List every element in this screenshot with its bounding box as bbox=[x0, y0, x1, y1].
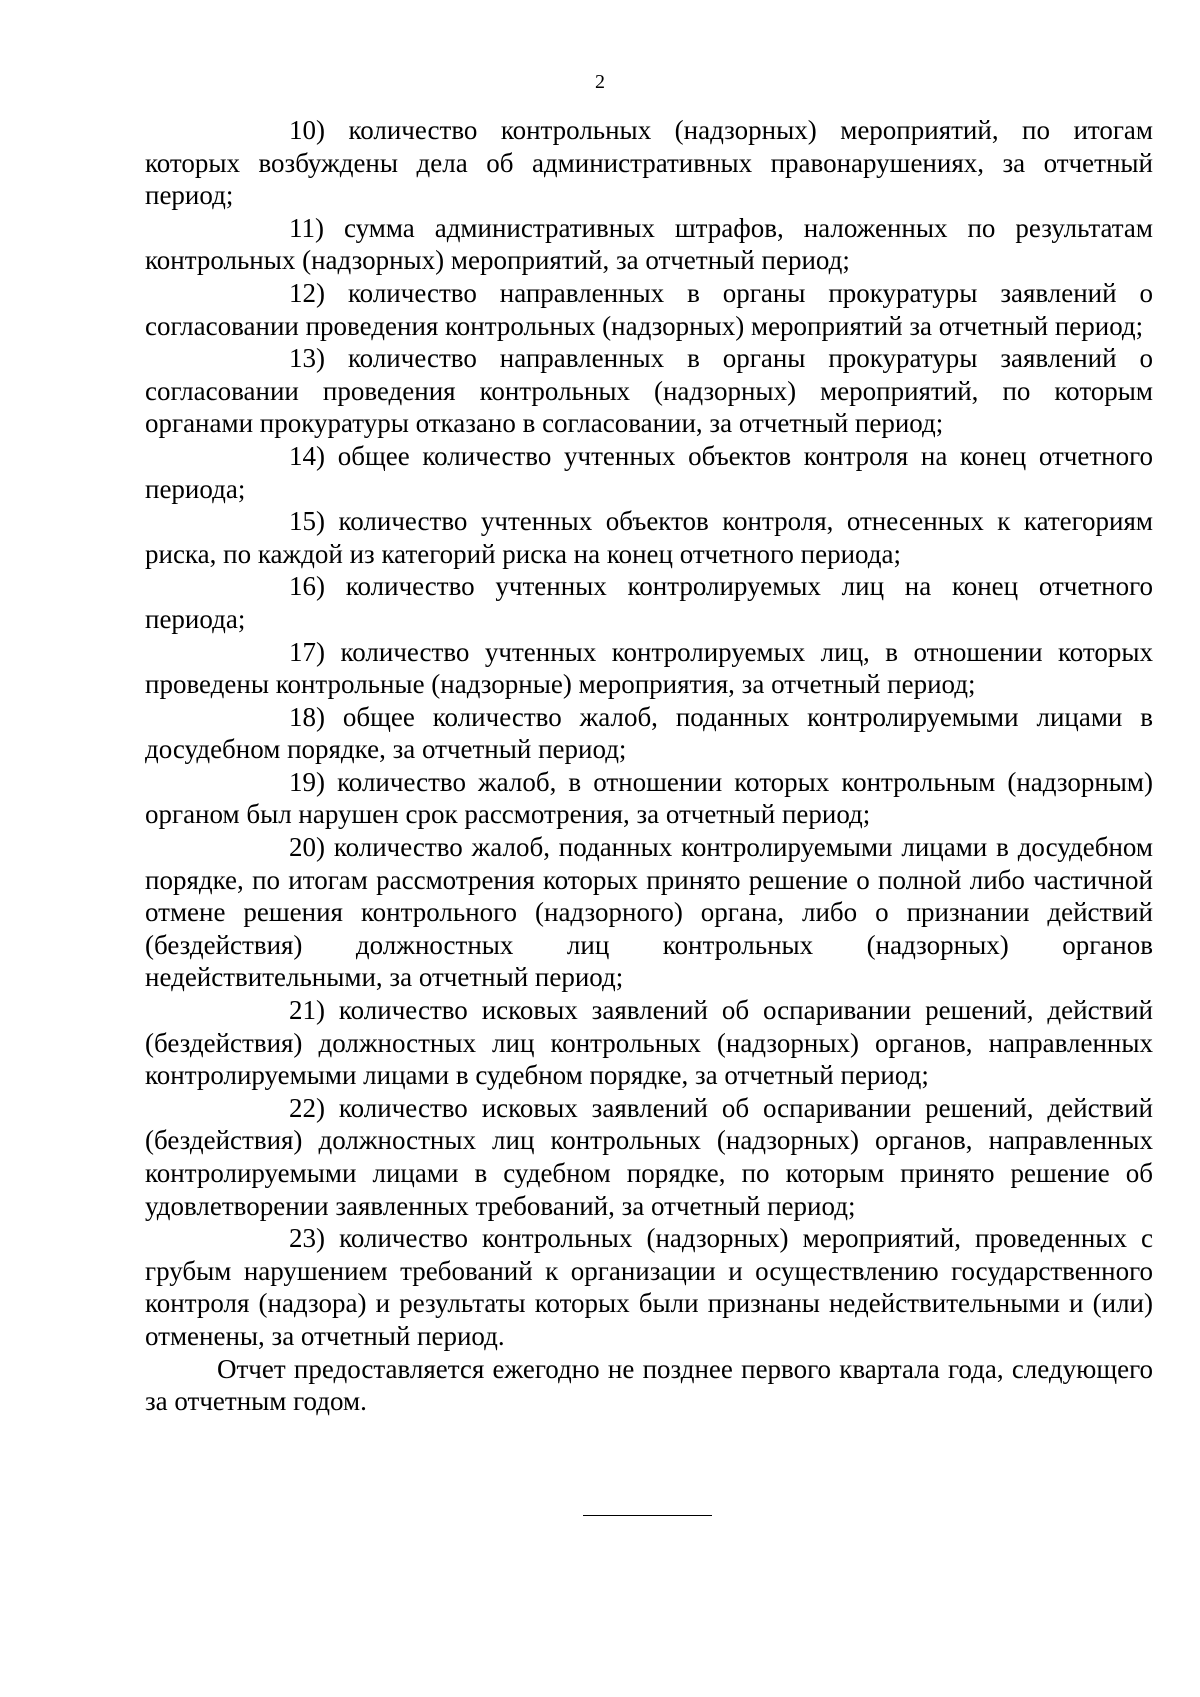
item-text: количество учтенных контролируемых лиц, в отношении которых проведены контрольные (надзорные) мероприятия, за отчетный период; bbox=[145, 636, 1153, 700]
list-item bbox=[145, 994, 1153, 1092]
item-text: количество направленных в органы прокуратуры заявлений о согласовании проведения контрольных (надзорных) мероприятий, по которым органами прокуратуры отказано в согласовании, за отчетный период; bbox=[145, 343, 1154, 439]
list-item bbox=[145, 114, 1153, 212]
page-number: 2 bbox=[595, 71, 605, 93]
item-number: 18) bbox=[289, 701, 325, 732]
list-item bbox=[145, 440, 1153, 505]
list-item bbox=[145, 277, 1153, 342]
list-item bbox=[145, 1092, 1153, 1222]
item-number: 13) bbox=[289, 343, 325, 374]
list-item bbox=[145, 212, 1153, 277]
item-number: 15) bbox=[289, 506, 325, 537]
list-item bbox=[145, 766, 1153, 831]
item-text: количество исковых заявлений об оспаривании решений, действий (бездействия) должностных лиц контрольных (надзорных) органов, направленных контролируемыми лицами в судебном порядке, за отчетный период; bbox=[145, 995, 1154, 1091]
list-item bbox=[145, 342, 1153, 440]
item-number: 10) bbox=[289, 115, 325, 145]
item-text: количество жалоб, в отношении которых контрольным (надзорным) органом был нарушен срок рассмотрения, за отчетный период; bbox=[145, 766, 1153, 830]
item-text: количество контрольных (надзорных) мероприятий, проведенных с грубым нарушением требований к организации и осуществлению государственного контроля (надзора) и результаты которых были признаны недействительными и (или) отменены, за отчетный период. bbox=[145, 1223, 1153, 1351]
item-number: 11) bbox=[289, 212, 324, 243]
list-item bbox=[145, 636, 1153, 701]
item-number: 14) bbox=[289, 440, 325, 471]
list-item bbox=[145, 701, 1153, 766]
item-number: 20) bbox=[289, 832, 325, 863]
item-text: количество учтенных объектов контроля, отнесенных к категориям риска, по каждой из категорий риска на конец отчетного периода; bbox=[145, 506, 1153, 569]
item-number: 19) bbox=[289, 766, 325, 797]
item-text: общее количество жалоб, поданных контролируемыми лицами в досудебном порядке, за отчетный период; bbox=[145, 701, 1154, 765]
item-number: 12) bbox=[289, 277, 325, 308]
item-text: количество направленных в органы прокуратуры заявлений о согласовании проведения контрольных (надзорных) мероприятий за отчетный период; bbox=[145, 277, 1154, 341]
document-body bbox=[145, 114, 1153, 1418]
closing-paragraph: Отчет предоставляется ежегодно не позднее первого квартала года, следующего за отчетным годом. bbox=[145, 1353, 1153, 1417]
item-text: общее количество учтенных объектов контроля на конец отчетного периода; bbox=[145, 440, 1154, 504]
item-number: 23) bbox=[289, 1223, 325, 1254]
list-item bbox=[145, 570, 1153, 635]
item-number: 21) bbox=[289, 995, 325, 1026]
item-text: количество жалоб, поданных контролируемыми лицами в досудебном порядке, по итогам рассмотрения которых принято решение о полной либо частичной отмене решения контрольного (надзорного) органа, либо о признании действий (бездействия) должностных лиц контрольных (надзорных) органов недействительными, за отчетный период; bbox=[145, 832, 1154, 993]
item-text: количество контрольных (надзорных) мероприятий, по итогам которых возбуждены дела об административных правонарушениях, за отчетный период; bbox=[145, 115, 1153, 211]
list-item bbox=[145, 505, 1153, 570]
item-text: количество учтенных контролируемых лиц на конец отчетного периода; bbox=[145, 571, 1154, 634]
list-item bbox=[145, 831, 1153, 994]
list-item bbox=[145, 1222, 1153, 1352]
item-text: сумма административных штрафов, наложенных по результатам контрольных (надзорных) мероприятий, за отчетный период; bbox=[145, 212, 1153, 276]
item-number: 17) bbox=[289, 636, 325, 667]
item-text: количество исковых заявлений об оспаривании решений, действий (бездействия) должностных лиц контрольных (надзорных) органов, направленных контролируемыми лицами в судебном порядке, по которым принято решение об удовлетворении заявленных требований, за отчетный период; bbox=[145, 1092, 1154, 1221]
end-divider-line bbox=[583, 1515, 712, 1516]
item-number: 16) bbox=[289, 571, 325, 602]
item-number: 22) bbox=[289, 1092, 325, 1123]
